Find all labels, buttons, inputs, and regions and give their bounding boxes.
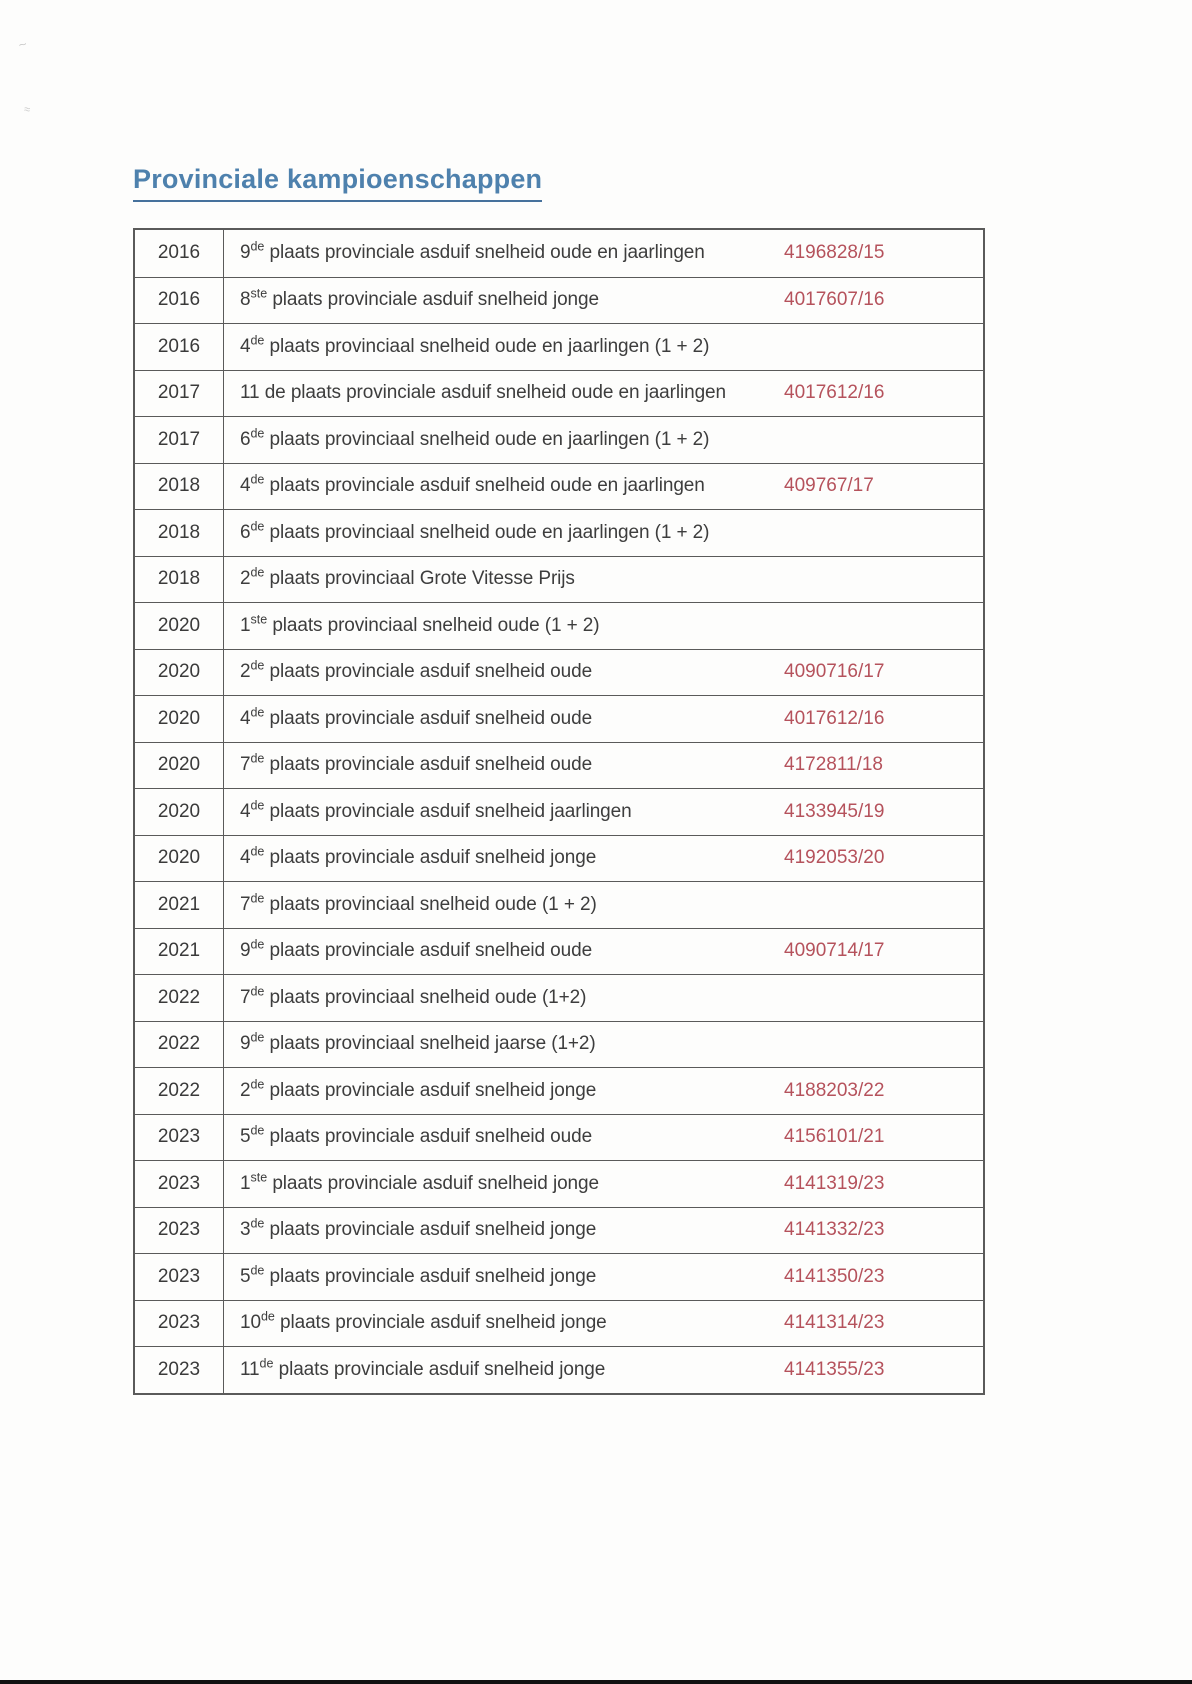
result-text: 7de plaats provinciaal snelheid oude (1 + 2) bbox=[240, 891, 597, 915]
result-text: 1ste plaats provinciale asduif snelheid jonge bbox=[240, 1170, 599, 1194]
result-cell bbox=[224, 743, 983, 789]
year-cell bbox=[135, 743, 224, 789]
ring-number: 4141314/23 bbox=[784, 1312, 885, 1334]
year-text: 2020 bbox=[157, 614, 201, 636]
year-cell bbox=[135, 836, 224, 882]
table-row bbox=[135, 323, 983, 370]
year-cell bbox=[135, 417, 224, 463]
result-text: 7de plaats provinciaal snelheid oude (1+2) bbox=[240, 984, 587, 1008]
year-text: 2022 bbox=[157, 1033, 201, 1055]
year-cell bbox=[135, 1068, 224, 1114]
ordinal-suffix: de bbox=[250, 239, 265, 254]
ordinal-suffix: de bbox=[250, 844, 265, 859]
result-cell bbox=[224, 696, 983, 742]
table-row bbox=[135, 277, 983, 324]
scan-artifact: ∼ bbox=[16, 38, 29, 52]
year-text: 2021 bbox=[157, 940, 201, 962]
result-text: 4de plaats provinciale asduif snelheid oude en jaarlingen bbox=[240, 472, 705, 497]
year-text: 2018 bbox=[157, 475, 201, 497]
table-row bbox=[135, 1160, 983, 1207]
ordinal-suffix: de bbox=[250, 937, 265, 952]
result-cell bbox=[224, 464, 983, 510]
table-row bbox=[135, 835, 983, 882]
year-cell bbox=[135, 324, 224, 370]
table-row bbox=[135, 1300, 983, 1347]
result-cell bbox=[224, 417, 983, 463]
year-text: 2021 bbox=[157, 893, 201, 915]
scan-edge bbox=[0, 1680, 1192, 1684]
ordinal-suffix: ste bbox=[250, 612, 268, 627]
table-row bbox=[135, 556, 983, 603]
result-cell bbox=[224, 1161, 983, 1207]
year-cell bbox=[135, 650, 224, 696]
year-text: 2016 bbox=[157, 289, 201, 311]
table-row bbox=[135, 695, 983, 742]
table-row bbox=[135, 742, 983, 789]
year-text: 2018 bbox=[157, 568, 201, 590]
ordinal-suffix: de bbox=[259, 1356, 274, 1371]
table-row bbox=[135, 230, 983, 277]
table-row bbox=[135, 602, 983, 649]
result-cell bbox=[224, 836, 983, 882]
year-cell bbox=[135, 1301, 224, 1347]
ring-number: 4141332/23 bbox=[784, 1219, 885, 1241]
year-cell bbox=[135, 464, 224, 510]
result-text: 9de plaats provinciale asduif snelheid oude bbox=[240, 937, 593, 962]
table-row bbox=[135, 1346, 983, 1393]
year-text: 2023 bbox=[157, 1358, 201, 1380]
ring-number: 4141350/23 bbox=[784, 1265, 885, 1287]
table-row bbox=[135, 788, 983, 835]
ring-number: 4188203/22 bbox=[784, 1079, 885, 1101]
result-cell bbox=[224, 1022, 983, 1068]
year-cell bbox=[135, 371, 224, 417]
year-cell bbox=[135, 510, 224, 556]
year-text: 2017 bbox=[157, 428, 201, 450]
year-text: 2020 bbox=[157, 707, 201, 729]
table-row bbox=[135, 509, 983, 556]
ordinal-suffix: de bbox=[250, 658, 265, 673]
ordinal-suffix: ste bbox=[250, 1170, 268, 1185]
table-row bbox=[135, 463, 983, 510]
result-text: 11de plaats provinciale asduif snelheid jonge bbox=[240, 1356, 606, 1380]
result-text: 2de plaats provinciale asduif snelheid oude bbox=[240, 658, 593, 683]
result-cell bbox=[224, 603, 983, 649]
ordinal-suffix: de bbox=[250, 1263, 265, 1278]
table-row bbox=[135, 649, 983, 696]
ordinal-suffix: de bbox=[250, 798, 265, 813]
year-cell bbox=[135, 789, 224, 835]
year-text: 2023 bbox=[157, 1312, 201, 1334]
result-text: 2de plaats provinciaal Grote Vitesse Prijs bbox=[240, 565, 575, 590]
year-cell bbox=[135, 278, 224, 324]
year-cell bbox=[135, 1022, 224, 1068]
table-row bbox=[135, 1114, 983, 1161]
ring-number: 4192053/20 bbox=[784, 847, 885, 869]
ordinal-suffix: de bbox=[250, 705, 265, 720]
result-cell bbox=[224, 975, 983, 1021]
result-cell bbox=[224, 1068, 983, 1114]
year-text: 2023 bbox=[157, 1126, 201, 1148]
result-text: 8ste plaats provinciale asduif snelheid jonge bbox=[240, 286, 599, 311]
result-text: 6de plaats provinciaal snelheid oude en jaarlingen (1 + 2) bbox=[240, 426, 710, 450]
ring-number: 4017612/16 bbox=[784, 707, 885, 729]
ordinal-suffix: de bbox=[250, 519, 265, 534]
result-text: 10de plaats provinciale asduif snelheid jonge bbox=[240, 1309, 607, 1334]
year-cell bbox=[135, 230, 224, 277]
result-text: 3de plaats provinciale asduif snelheid jonge bbox=[240, 1216, 597, 1241]
ordinal-suffix: de bbox=[260, 1309, 275, 1324]
result-text: 11 de plaats provinciale asduif snelheid oude en jaarlingen bbox=[240, 382, 726, 404]
result-cell bbox=[224, 1301, 983, 1347]
table-row bbox=[135, 974, 983, 1021]
result-cell bbox=[224, 324, 983, 370]
result-cell bbox=[224, 371, 983, 417]
year-cell bbox=[135, 696, 224, 742]
year-text: 2020 bbox=[157, 800, 201, 822]
year-cell bbox=[135, 1254, 224, 1300]
result-text: 7de plaats provinciale asduif snelheid oude bbox=[240, 751, 593, 776]
ring-number: 4090714/17 bbox=[784, 940, 885, 962]
result-cell bbox=[224, 650, 983, 696]
ordinal-suffix: de bbox=[250, 984, 265, 999]
table-row bbox=[135, 1021, 983, 1068]
ring-number: 4196828/15 bbox=[784, 242, 885, 264]
ordinal-suffix: de bbox=[250, 1123, 265, 1138]
result-text: 4de plaats provinciaal snelheid oude en jaarlingen (1 + 2) bbox=[240, 333, 710, 357]
ordinal-suffix: de bbox=[250, 891, 265, 906]
ordinal-suffix: de bbox=[250, 751, 265, 766]
result-cell bbox=[224, 1254, 983, 1300]
year-text: 2020 bbox=[157, 847, 201, 869]
result-text: 1ste plaats provinciaal snelheid oude (1 + 2) bbox=[240, 612, 600, 636]
result-text: 4de plaats provinciale asduif snelheid jonge bbox=[240, 844, 597, 869]
ordinal-suffix: de bbox=[250, 426, 265, 441]
result-cell bbox=[224, 1115, 983, 1161]
year-text: 2020 bbox=[157, 754, 201, 776]
ring-number: 4172811/18 bbox=[784, 754, 883, 776]
ring-number: 409767/17 bbox=[784, 475, 874, 497]
table-row bbox=[135, 416, 983, 463]
year-cell bbox=[135, 1347, 224, 1393]
year-text: 2023 bbox=[157, 1219, 201, 1241]
ring-number: 4141319/23 bbox=[784, 1172, 885, 1194]
ring-number: 4017607/16 bbox=[784, 289, 885, 311]
championships-table bbox=[133, 228, 985, 1395]
year-text: 2016 bbox=[157, 242, 201, 264]
ring-number: 4017612/16 bbox=[784, 382, 885, 404]
year-text: 2020 bbox=[157, 661, 201, 683]
result-text: 4de plaats provinciale asduif snelheid jaarlingen bbox=[240, 798, 632, 822]
ring-number: 4090716/17 bbox=[784, 661, 885, 683]
table-row bbox=[135, 1207, 983, 1254]
result-text: 6de plaats provinciaal snelheid oude en jaarlingen (1 + 2) bbox=[240, 519, 710, 543]
result-cell bbox=[224, 929, 983, 975]
table-row bbox=[135, 370, 983, 417]
year-text: 2022 bbox=[157, 986, 201, 1008]
result-cell bbox=[224, 510, 983, 556]
ring-number: 4141355/23 bbox=[784, 1358, 885, 1380]
result-cell bbox=[224, 230, 983, 277]
table-row bbox=[135, 881, 983, 928]
result-cell bbox=[224, 557, 983, 603]
year-text: 2017 bbox=[157, 382, 201, 404]
ring-number: 4133945/19 bbox=[784, 800, 885, 822]
year-cell bbox=[135, 929, 224, 975]
result-cell bbox=[224, 1347, 983, 1393]
ordinal-suffix: de bbox=[250, 472, 265, 487]
year-cell bbox=[135, 1115, 224, 1161]
ordinal-suffix: de bbox=[250, 1030, 265, 1045]
year-text: 2016 bbox=[157, 335, 201, 357]
ordinal-suffix: de bbox=[250, 333, 265, 348]
ordinal-suffix: de bbox=[250, 565, 265, 580]
result-cell bbox=[224, 278, 983, 324]
result-text: 9de plaats provinciaal snelheid jaarse (1+2) bbox=[240, 1030, 596, 1055]
table-row bbox=[135, 1253, 983, 1300]
result-text: 9de plaats provinciale asduif snelheid oude en jaarlingen bbox=[240, 239, 705, 264]
scan-artifact: ≈ bbox=[23, 103, 31, 117]
ordinal-suffix: de bbox=[250, 1216, 265, 1231]
ordinal-suffix: de bbox=[250, 1077, 265, 1092]
year-cell bbox=[135, 603, 224, 649]
page-title: Provinciale kampioenschappen bbox=[133, 164, 542, 202]
year-cell bbox=[135, 557, 224, 603]
result-text: 5de plaats provinciale asduif snelheid oude bbox=[240, 1123, 593, 1148]
table-row bbox=[135, 1067, 983, 1114]
year-text: 2022 bbox=[157, 1079, 201, 1101]
ordinal-suffix: ste bbox=[250, 286, 268, 301]
year-text: 2023 bbox=[157, 1265, 201, 1287]
result-text: 4de plaats provinciale asduif snelheid oude bbox=[240, 705, 593, 729]
result-cell bbox=[224, 1208, 983, 1254]
result-text: 5de plaats provinciale asduif snelheid jonge bbox=[240, 1263, 597, 1287]
year-text: 2018 bbox=[157, 521, 201, 543]
result-text: 2de plaats provinciale asduif snelheid jonge bbox=[240, 1077, 597, 1101]
year-text: 2023 bbox=[157, 1172, 201, 1194]
table-row bbox=[135, 928, 983, 975]
year-cell bbox=[135, 882, 224, 928]
year-cell bbox=[135, 975, 224, 1021]
year-cell bbox=[135, 1208, 224, 1254]
ring-number: 4156101/21 bbox=[784, 1126, 885, 1148]
result-cell bbox=[224, 789, 983, 835]
year-cell bbox=[135, 1161, 224, 1207]
result-cell bbox=[224, 882, 983, 928]
